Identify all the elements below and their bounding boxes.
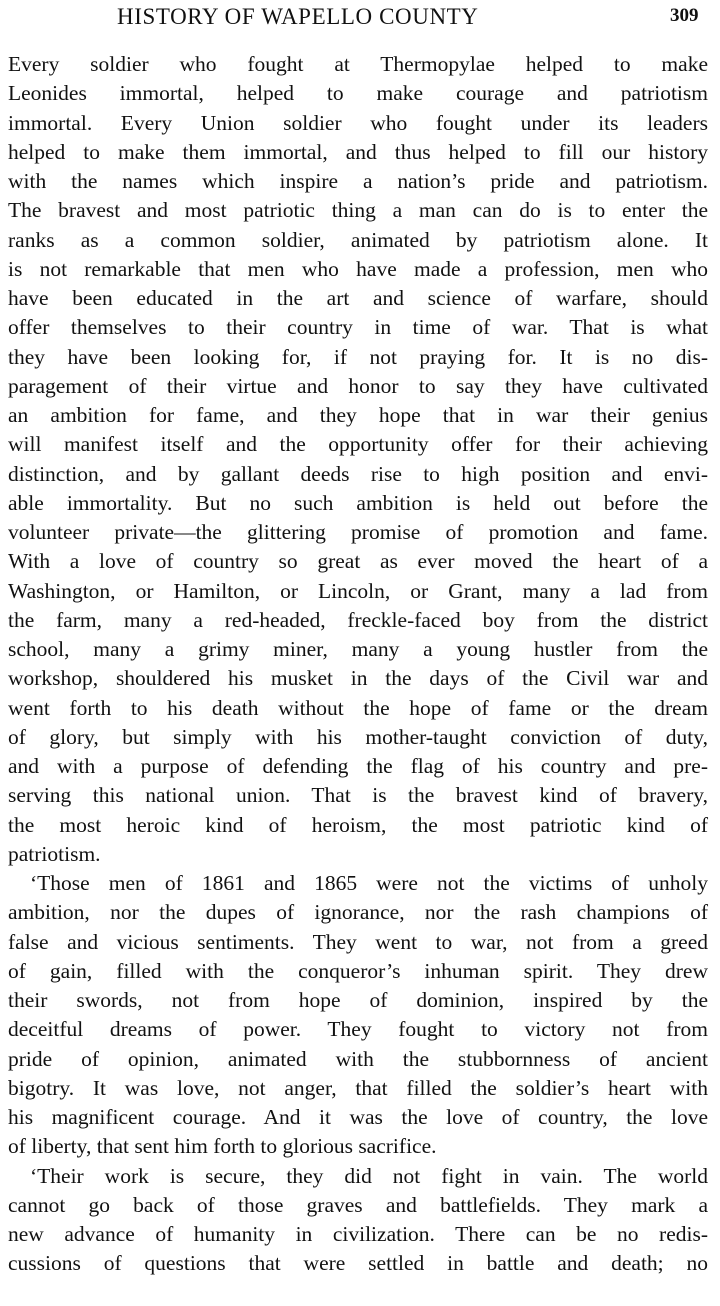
text-line: ambition, nor the dupes of ignorance, nor the rash champions of — [8, 900, 708, 925]
text-line: of gain, filled with the conqueror’s inhuman spirit. They drew — [8, 958, 708, 983]
text-line: bigotry. It was love, not anger, that filled the soldier’s heart with — [8, 1075, 708, 1100]
text-line: with the names which inspire a nation’s pride and patriotism. — [8, 169, 708, 193]
text-line: his magnificent courage. And it was the love of country, the love — [8, 1105, 708, 1129]
text-line: workshop, shouldered his musket in the days of the Civil war and — [8, 666, 708, 691]
page-number: 309 — [670, 5, 699, 26]
body-text — [8, 50, 708, 1279]
text-line: the farm, many a red-headed, freckle-faced boy from the district — [8, 607, 708, 632]
text-line: the most heroic kind of heroism, the most patriotic kind of — [8, 812, 708, 837]
text-line: Washington, or Hamilton, or Lincoln, or Grant, many a lad from — [8, 578, 708, 603]
text-line: deceitful dreams of power. They fought to victory not from — [8, 1017, 708, 1042]
text-line: cussions of questions that were settled in battle and death; no — [8, 1251, 708, 1276]
text-line: is not remarkable that men who have made a profession, men who — [8, 256, 708, 281]
text-line: ‘Those men of 1861 and 1865 were not the victims of unholy — [30, 871, 708, 895]
text-line: and with a purpose of defending the flag of his country and pre- — [8, 754, 708, 778]
text-line: cannot go back of those graves and battlefields. They mark a — [8, 1192, 708, 1217]
text-line: false and vicious sentiments. They went to war, not from a greed — [8, 929, 708, 954]
text-line: pride of opinion, animated with the stubbornness of ancient — [8, 1046, 708, 1071]
text-line: they have been looking for, if not praying for. It is no dis- — [8, 344, 708, 369]
paragraph — [8, 1162, 708, 1279]
text-line: distinction, and by gallant deeds rise to high position and envi- — [8, 461, 708, 486]
text-line: Leonides immortal, helped to make courage and patriotism — [8, 81, 708, 106]
text-line: immortal. Every Union soldier who fought under its leaders — [8, 110, 708, 135]
text-line: school, many a grimy miner, many a young hustler from the — [8, 637, 708, 661]
text-line: Every soldier who fought at Thermopylae helped to make — [8, 52, 708, 76]
text-line: will manifest itself and the opportunity offer for their achieving — [8, 432, 708, 457]
text-line: patriotism. — [8, 841, 101, 866]
text-line: went forth to his death without the hope of fame or the dream — [8, 695, 708, 720]
text-line: have been educated in the art and science of warfare, should — [8, 286, 708, 310]
paragraph — [8, 50, 708, 869]
text-line: of glory, but simply with his mother-taught conviction of duty, — [8, 724, 708, 749]
text-line: their swords, not from hope of dominion, inspired by the — [8, 988, 708, 1012]
text-line: serving this national union. That is the bravest kind of bravery, — [8, 783, 708, 808]
text-line: offer themselves to their country in time of war. That is what — [8, 315, 708, 340]
paragraph — [8, 869, 708, 1162]
text-line: of liberty, that sent him forth to glorious sacrifice. — [8, 1134, 437, 1159]
text-line: paragement of their virtue and honor to say they have cultivated — [8, 373, 708, 398]
text-line: new advance of humanity in civilization. There can be no redis- — [8, 1222, 708, 1246]
text-line: helped to make them immortal, and thus helped to fill our history — [8, 139, 708, 164]
text-line: an ambition for fame, and they hope that in war their genius — [8, 403, 708, 427]
text-line: With a love of country so great as ever moved the heart of a — [8, 549, 708, 574]
text-line: The bravest and most patriotic thing a man can do is to enter the — [8, 198, 708, 223]
text-line: ‘Their work is secure, they did not fight in vain. The world — [30, 1163, 708, 1188]
text-line: able immortality. But no such ambition is held out before the — [8, 490, 708, 515]
running-title: HISTORY OF WAPELLO COUNTY — [117, 4, 479, 29]
text-line: volunteer private—the glittering promise of promotion and fame. — [8, 520, 708, 544]
text-line: ranks as a common soldier, animated by patriotism alone. It — [8, 227, 708, 252]
running-head — [0, 2, 720, 32]
